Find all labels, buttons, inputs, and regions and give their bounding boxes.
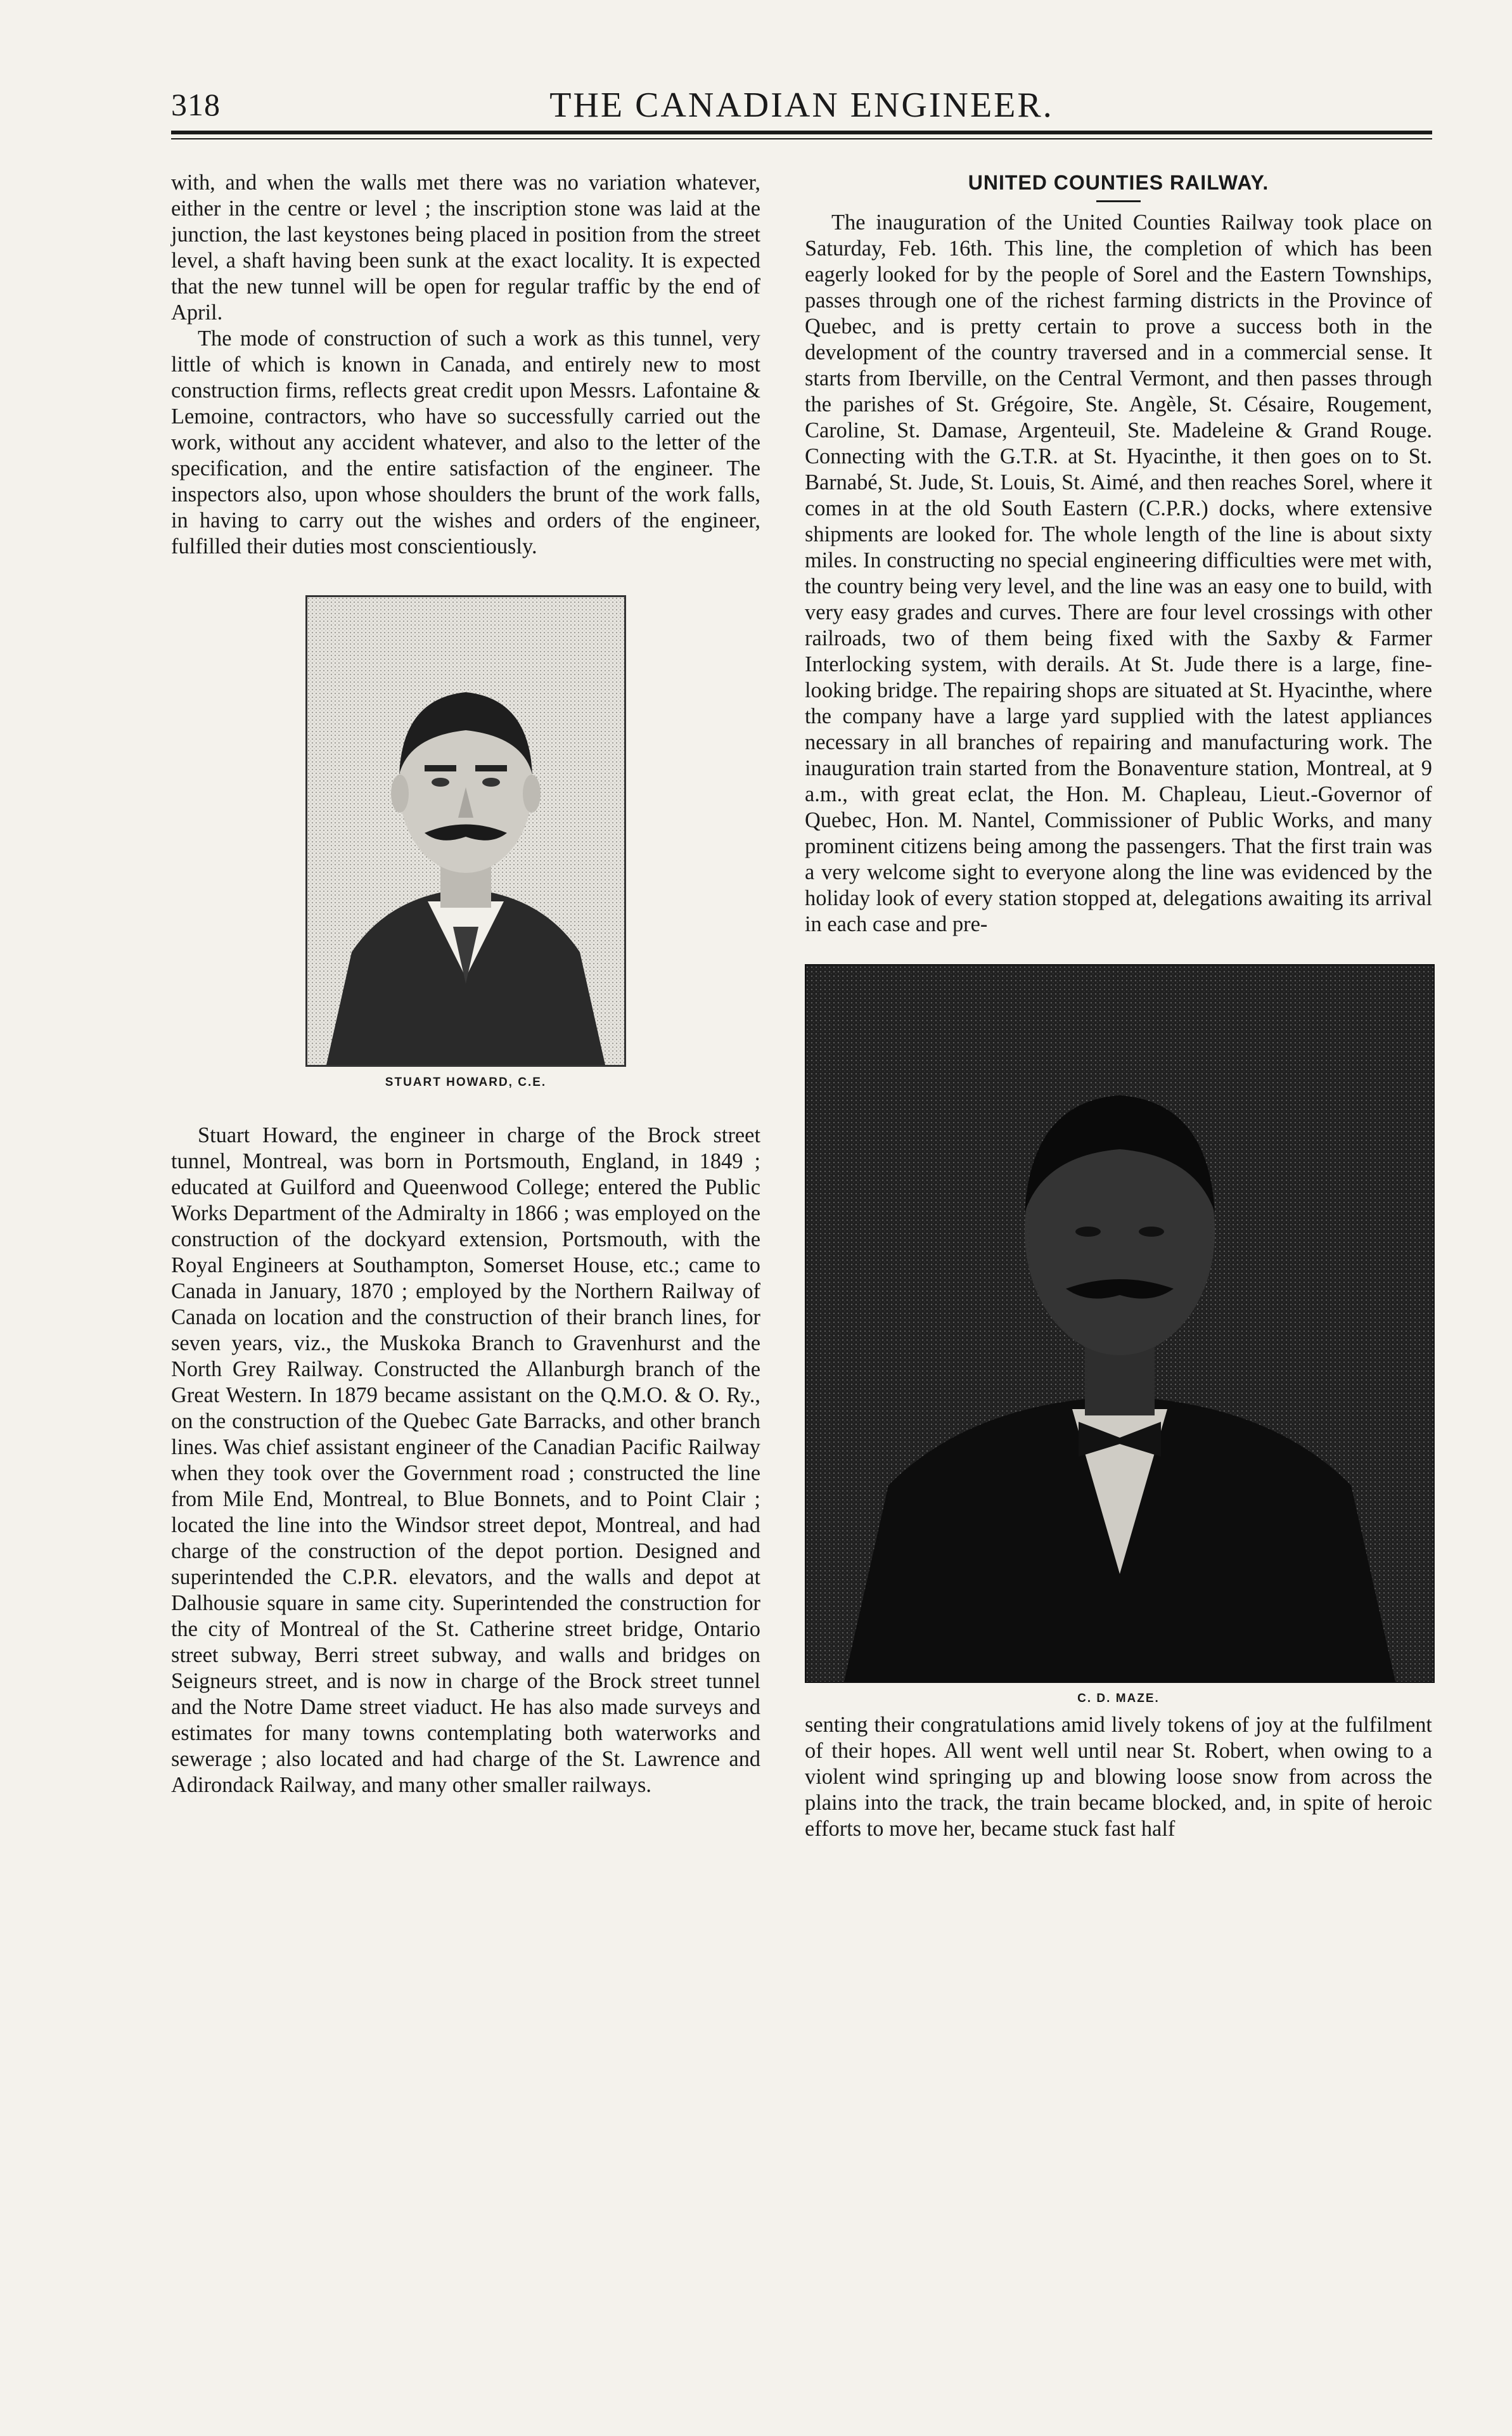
portrait-c-d-maze [805,964,1435,1683]
right-column [805,170,1432,1842]
heading-rule [1096,200,1141,202]
portrait-illustration [307,597,624,1065]
portrait-illustration [806,965,1433,1682]
left-column [171,170,760,1798]
figure-caption-c-d-maze: C. D. MAZE. [1077,1692,1160,1705]
paragraph-continued: with, and when the walls met there was no variation whatever, either in the centre or level ; the inscription stone was laid at the junction, the last keystones being placed in position from the street level, a shaft having been sunk at the exact locality. It is expected that the new tunnel will be open for regular traffic by the end of April. [171,171,760,325]
running-head: THE CANADIAN ENGINEER. [549,86,1054,125]
figure-caption-stuart-howard: STUART HOWARD, C.E. [385,1076,547,1089]
paragraph-continuation: senting their congratulations amid lively tokens of joy at the fulfilment of their hopes. All went well until near St. Robert, when owing to a violent wind springing up and blowing loose snow from across the plains into the track, the train became blocked, and, in spite of heroic efforts to move her, became stuck fast half [805,1713,1432,1841]
section-heading: UNITED COUNTIES RAILWAY. [968,171,1269,194]
paragraph-biography: Stuart Howard, the engineer in charge of the Brock street tunnel, Montreal, was born in Portsmouth, England, in 1849 ; educated at Guilford and Queenwood College; entered the Public Works Department of the Admiralty in 1866 ; was employed on the construction of the dockyard extension, Portsmouth, with the Royal Engineers at Southampton, Somerset House, etc.; came to Canada in January, 1870 ; employed by the Northern Railway of Canada on location and the construction of their branch lines, for seven years, viz., the Muskoka Branch to Gravenhurst and the North Grey Railway. Constructed the Allanburgh branch of the Great Western. In 1879 became assistant on the Q.M.O. & O. Ry., on the construction of the Quebec Gate Barracks, and other branch lines. Was chief assistant engineer of the Canadian Pacific Railway when they took over the Government road ; constructed the line from Mile End, Montreal, to Blue Bonnets, and to Point Clair ; located the line into the Windsor street depot, Montreal, and had charge of the construction of the depot portion. Designed and superintended the C.P.R. elevators, and the walls and depot at Dalhousie square in same city. Superintended the construction for the city of Montreal of the St. Catherine street bridge, Ontario street subway, Berri street subway, and walls and bridges on Seigneurs street, and is now in charge of the Brock street tunnel and the Notre Dame street viaduct. He has also made surveys and estimates for many towns contemplating both waterworks and sewerage ; also located and had charge of the St. Lawrence and Adirondack Railway, and many other smaller railways. [171,1123,760,1797]
header-rule-thin [171,138,1432,139]
paragraph-inauguration: The inauguration of the United Counties Railway took place on Saturday, Feb. 16th. This line, the completion of which has been eagerly looked for by the people of Sorel and the Eastern Townships, passes through one of the richest farming districts in the Province of Quebec, and is pretty certain to prove a success both in the development of the country traversed and in a commercial sense. It starts from Iberville, on the Central Vermont, and then passes through the parishes of St. Grégoire, Ste. Angèle, St. Césaire, Rougement, Caroline, St. Damase, Argenteuil, Ste. Madeleine & Grand Rouge. Connecting with the G.T.R. at St. Hyacinthe, it then goes on to St. Barnabé, St. Jude, St. Louis, St. Aimé, and then reaches Sorel, where it comes in at the old South Eastern (C.P.R.) docks, where extensive shipments are looked for. The whole length of the line is about sixty miles. In constructing no special engineering difficulties were met with, the country being very level, and the line was an easy one to build, with very easy grades and curves. There are four level crossings with other railroads, two of them being fixed with the Saxby & Farmer Interlocking system, with derails. At St. Jude there is a large, fine-looking bridge. The repairing shops are situated at St. Hyacinthe, where the company have a large yard supplied with the latest appliances necessary in all branches of repairing and manufacturing work. The inauguration train started from the Bonaventure station, Montreal, at 9 a.m., with great eclat, the Hon. M. Chapleau, Lieut.-Governor of Quebec, Hon. M. Nantel, Commissioner of Public Works, and many prominent citizens being among the passengers. That the first train was a very welcome sight to everyone along the line was evidenced by the holiday look of every station stopped at, delegations awaiting its arrival in each case and pre- [805,210,1432,936]
figure-stuart-howard [171,595,760,1090]
page-number: 318 [171,87,221,122]
header-rule-thick [171,131,1432,134]
figure-c-d-maze [805,964,1432,1706]
paragraph-construction: The mode of construction of such a work as this tunnel, very little of which is known in Canada, and entirely new to most construction firms, reflects great credit upon Messrs. Lafontaine & Lemoine, contractors, who have so successfully carried out the work, without any accident whatever, and also to the letter of the specification, and the entire satisfaction of the engineer. The inspectors also, upon whose shoulders the brunt of the work falls, in having to carry out the wishes and orders of the engineer, fulfilled their duties most conscientiously. [171,326,760,558]
portrait-stuart-howard [305,595,626,1067]
